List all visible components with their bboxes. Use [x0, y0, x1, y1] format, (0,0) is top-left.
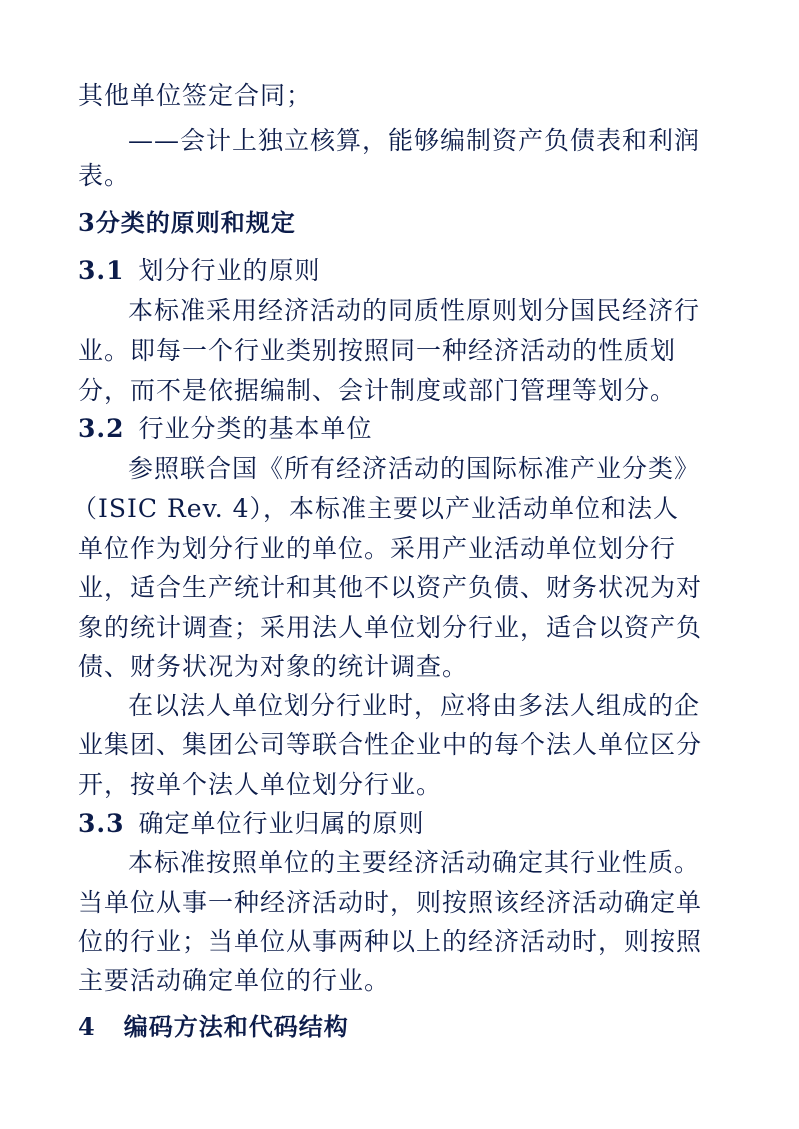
subsection-title: 划分行业的原则: [138, 256, 321, 285]
paragraph-line: 象的统计调查；采用法人单位划分行业，适合以资产负: [78, 613, 703, 642]
paragraph-line: 本标准采用经济活动的同质性原则划分国民经济行: [128, 296, 701, 325]
paragraph-line: （ISIC Rev. 4），本标准主要以产业活动单位和法人: [72, 494, 680, 523]
subsection-heading-3-2: [78, 412, 728, 446]
paragraph-line: 债、财务状况为对象的统计调查。: [78, 652, 469, 681]
paragraph-line: 业。即每一个行业类别按照同一种经济活动的性质划: [78, 336, 677, 365]
subsection-heading-3-3: [78, 807, 728, 841]
subsection-title: 确定单位行业归属的原则: [138, 809, 425, 838]
subsection-title: 行业分类的基本单位: [138, 414, 373, 443]
paragraph-line: 位的行业；当单位从事两种以上的经济活动时，则按照: [78, 927, 703, 956]
subsection-heading-3-1: [78, 254, 728, 288]
section-title: 编码方法和代码结构: [123, 1012, 349, 1041]
paragraph-line: 单位作为划分行业的单位。采用产业活动单位划分行: [78, 534, 677, 563]
section-heading-3: 3分类的原则和规定: [78, 208, 296, 237]
paragraph-line: 当单位从事一种经济活动时，则按照该经济活动确定单: [78, 888, 703, 917]
paragraph-line: 参照联合国《所有经济活动的国际标准产业分类》: [128, 454, 701, 483]
paragraph-line: 业，适合生产统计和其他不以资产负债、财务状况为对: [78, 573, 703, 602]
section-number: 3.2: [78, 414, 125, 443]
paragraph-line: 在以法人单位划分行业时，应将由多法人组成的企: [128, 691, 701, 720]
paragraph-line: 本标准按照单位的主要经济活动确定其行业性质。: [128, 848, 701, 877]
section-number: 3.1: [78, 256, 125, 285]
paragraph-line: 业集团、集团公司等联合性企业中的每个法人单位区分: [78, 730, 703, 759]
section-heading-4: [78, 1010, 728, 1044]
paragraph-line: ——会计上独立核算，能够编制资产负债表和利润: [128, 126, 701, 155]
paragraph-line: 开，按单个法人单位划分行业。: [78, 770, 443, 799]
paragraph-line: 主要活动确定单位的行业。: [78, 966, 391, 995]
section-number: 3.3: [78, 809, 125, 838]
section-number: 4: [78, 1012, 96, 1041]
paragraph-line: 表。: [78, 161, 131, 190]
paragraph-line: 其他单位签定合同；: [78, 81, 313, 110]
paragraph-line: 分，而不是依据编制、会计制度或部门管理等划分。: [78, 376, 677, 405]
